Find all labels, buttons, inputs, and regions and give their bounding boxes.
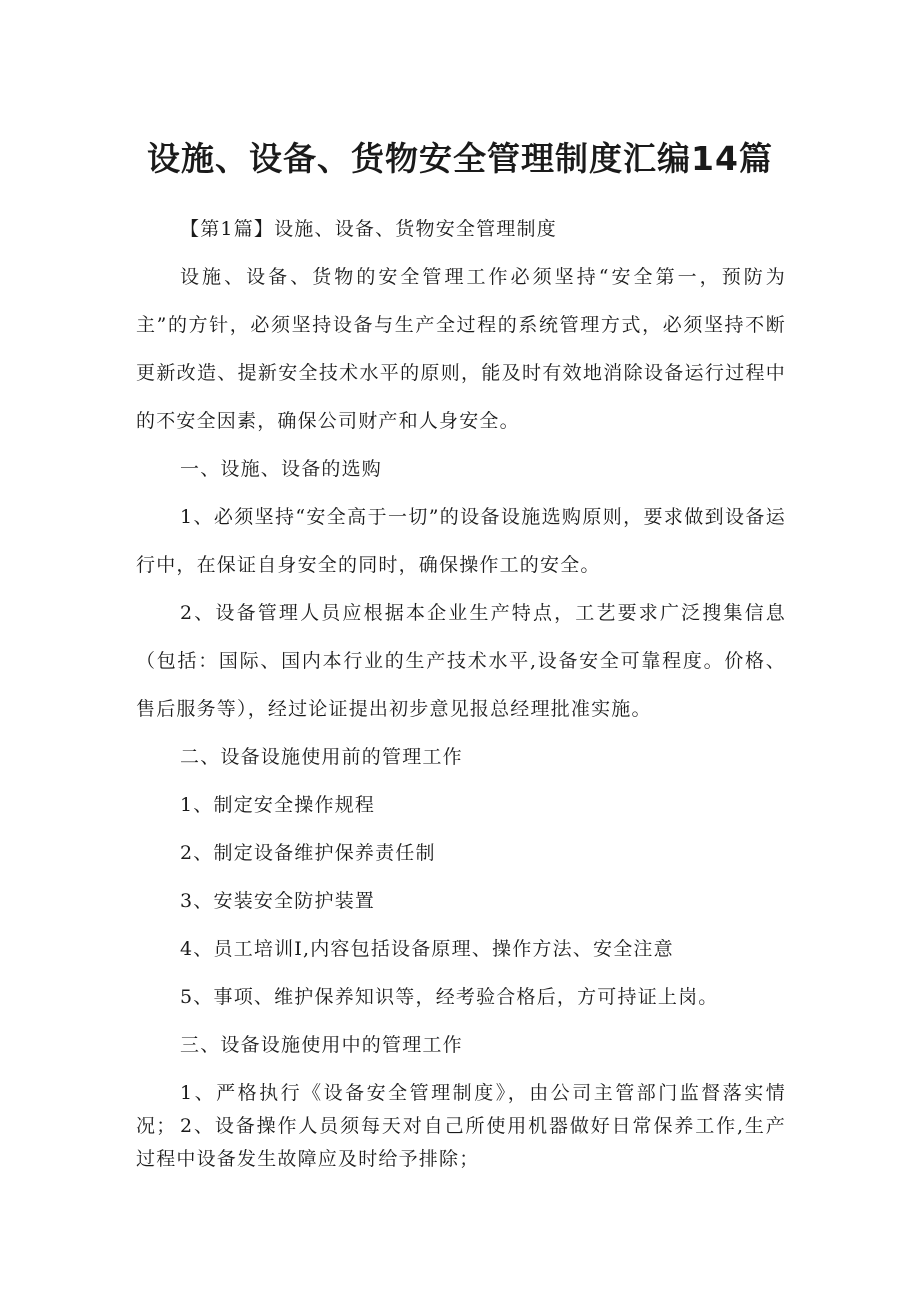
part3-heading: 三、设备设施使用中的管理工作 xyxy=(180,1034,463,1056)
section-title: 【第1篇】设施、设备、货物安全管理制度 xyxy=(180,218,557,240)
part2-item3: 3、安装安全防护装置 xyxy=(180,890,376,912)
part1-item2: 2、设备管理人员应根据本企业生产特点，工艺要求广泛搜集信息（包括：国际、国内本行业的生产技术水平,设备安全可靠程度。价格、售后服务等），经过论证提出初步意见报总经理批准实施。 xyxy=(136,602,786,720)
part2-item5: 5、事项、维护保养知识等，经考验合格后，方可持证上岗。 xyxy=(180,986,719,1008)
intro-paragraph: 设施、设备、货物的安全管理工作必须坚持“安全第一，预防为主”的方针，必须坚持设备与生产全过程的系统管理方式，必须坚持不断更新改造、提新安全技术水平的原则，能及时有效地消除设备运行过程中的不安全因素，确保公司财产和人身安全。 xyxy=(136,266,786,432)
part1-item1: 1、必须坚持“安全高于一切”的设备设施选购原则，要求做到设备运行中，在保证自身安全的同时，确保操作工的安全。 xyxy=(136,506,786,576)
part1-heading: 一、设施、设备的选购 xyxy=(180,458,383,480)
part2-item1: 1、制定安全操作规程 xyxy=(180,794,376,816)
part3-item2: 2、设备操作人员须每天对自己所使用机器做好日常保养工作,生产过程中设备发生故障应及时给予排除； xyxy=(136,1115,786,1170)
part2-heading: 二、设备设施使用前的管理工作 xyxy=(180,746,463,768)
part2-item4: 4、员工培训I,内容包括设备原理、操作方法、安全注意 xyxy=(180,938,674,960)
part3-item1: 1、严格执行《设备安全管理制度》，由公司主管部门监督落实情况； xyxy=(136,1082,786,1137)
document-title: 设施、设备、货物安全管理制度汇编14篇 xyxy=(147,139,773,179)
part2-item2: 2、制定设备维护保养责任制 xyxy=(180,842,436,864)
